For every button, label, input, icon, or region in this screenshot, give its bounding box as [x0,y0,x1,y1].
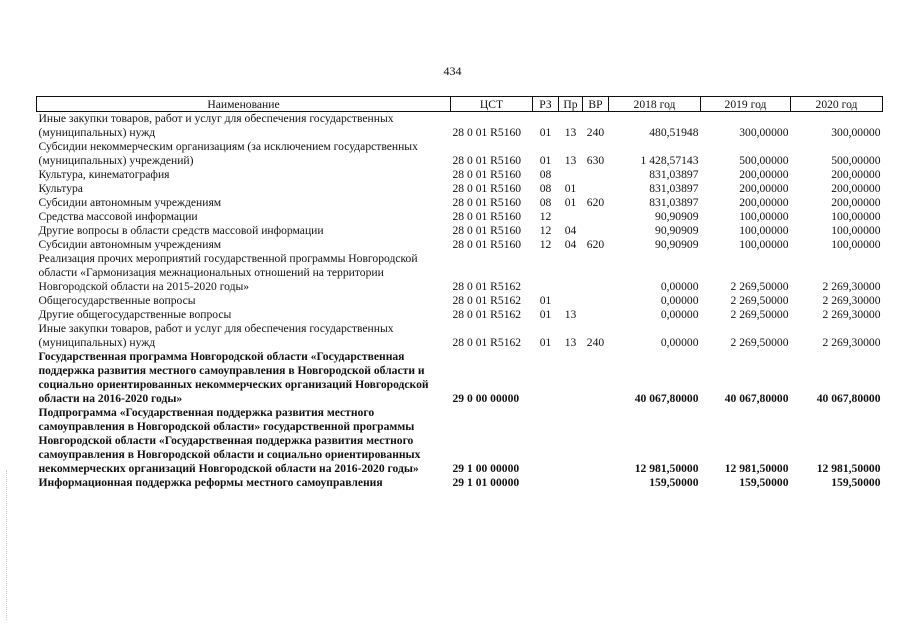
cell-y2020: 200,00000 [831,196,881,209]
page-number: 434 [443,64,462,78]
cell-vr: 620 [586,238,605,251]
cell-name: Другие вопросы в области средств массовой информации [38,224,324,237]
cell-rz: 12 [539,224,552,237]
cell-rz: 12 [539,210,552,223]
cell-pr: 13 [564,336,577,349]
cell-y2020: 200,00000 [831,168,881,181]
cell-y2019: 100,00000 [739,224,789,237]
cell-y2019: 2 269,50000 [730,280,789,293]
cell-vr [583,182,609,196]
cell-pr [559,476,583,490]
header-csr: ЦСТ [451,97,533,112]
cell-vr [583,210,609,224]
table-row [37,308,883,322]
cell-name: Средства массовой информации [38,210,198,223]
cell-y2019: 200,00000 [739,196,789,209]
cell-pr: 04 [564,238,577,251]
cell-csr: 28 0 01 R5160 [452,182,522,195]
cell-y2019: 2 269,50000 [730,294,789,307]
budget-table [36,96,883,490]
table-row [37,196,883,210]
cell-vr [583,224,609,238]
cell-rz: 01 [539,126,552,139]
cell-rz: 01 [539,154,552,167]
cell-name: Иные закупки товаров, работ и услуг для обеспечения государственных (муниципальных) нужд [38,322,394,349]
margin-scan-artifact [6,470,9,620]
cell-name: Реализация прочих мероприятий государственной программы Новгородской области «Гармонизация межнациональных отношений на территории Новгородской области на 2015-2020 годы» [38,252,418,293]
cell-rz: 01 [539,308,552,321]
cell-y2018: 1 428,57143 [640,154,699,167]
cell-rz: 12 [539,238,552,251]
cell-y2020: 159,50000 [831,476,881,489]
cell-pr: 04 [564,224,577,237]
cell-vr [583,294,609,308]
table-row [37,182,883,196]
cell-y2018: 40 067,80000 [634,392,699,405]
header-2019: 2019 год [701,97,791,112]
cell-y2020: 100,00000 [831,224,881,237]
cell-name: Субсидии автономным учреждениям [38,238,222,251]
cell-csr: 28 0 01 R5160 [452,196,522,209]
cell-name: Государственная программа Новгородской области «Государственная поддержка развития местного самоуправления в Новгородской области и социально ориентированных некоммерческих организаций Новгородской области на 2016-2020 годы» [38,350,429,405]
cell-y2019: 159,50000 [739,476,789,489]
cell-csr: 28 0 01 R5160 [452,224,522,237]
cell-y2018: 90,90909 [655,224,699,237]
cell-csr: 28 0 01 R5160 [452,126,522,139]
cell-rz [533,350,559,406]
cell-rz: 01 [539,336,552,349]
cell-rz: 08 [539,168,552,181]
cell-pr: 01 [564,182,577,195]
cell-vr [583,168,609,182]
cell-y2019: 100,00000 [739,210,789,223]
table-row [37,252,883,294]
table-row [37,238,883,252]
cell-csr: 29 1 00 00000 [452,462,520,475]
cell-y2018: 480,51948 [649,126,699,139]
cell-pr: 13 [564,154,577,167]
cell-pr: 13 [564,308,577,321]
cell-y2020: 100,00000 [831,210,881,223]
header-name: Наименование [37,97,451,112]
cell-rz: 08 [539,182,552,195]
cell-y2020: 100,00000 [831,238,881,251]
cell-pr [559,294,583,308]
cell-rz: 01 [539,294,552,307]
cell-y2018: 90,90909 [655,238,699,251]
table-body [37,112,883,491]
table-row [37,210,883,224]
cell-csr: 28 0 01 R5160 [452,210,522,223]
header-pr: Пр [559,97,583,112]
cell-vr: 240 [586,126,605,139]
cell-y2018: 831,03897 [649,168,699,181]
header-rz: РЗ [533,97,559,112]
cell-rz: 08 [539,196,552,209]
cell-name: Субсидии некоммерческим организациям (за исключением государственных (муниципальных) учреждений) [38,140,418,167]
cell-name: Культура, кинематография [38,168,170,181]
cell-y2020: 2 269,30000 [822,308,881,321]
cell-vr: 240 [586,336,605,349]
cell-csr: 28 0 01 R5162 [452,280,522,293]
cell-y2020: 2 269,30000 [822,294,881,307]
header-2020: 2020 год [791,97,883,112]
header-vr: ВР [583,97,609,112]
cell-y2018: 0,00000 [660,308,699,321]
cell-y2019: 2 269,50000 [730,308,789,321]
cell-pr [559,406,583,476]
cell-y2018: 0,00000 [660,294,699,307]
cell-csr: 28 0 01 R5162 [452,336,522,349]
cell-vr: 620 [586,196,605,209]
cell-pr: 01 [564,196,577,209]
table-row [37,294,883,308]
cell-name: Информационная поддержка реформы местного самоуправления [38,476,383,489]
cell-y2019: 100,00000 [739,238,789,251]
cell-rz [533,476,559,490]
table-row [37,140,883,168]
cell-name: Другие общегосударственные вопросы [38,308,232,321]
cell-y2019: 12 981,50000 [724,462,789,475]
cell-y2018: 0,00000 [660,336,699,349]
cell-y2018: 159,50000 [649,476,699,489]
cell-name: Культура [38,182,83,195]
cell-csr: 28 0 01 R5160 [452,238,522,251]
cell-vr [583,406,609,476]
cell-csr: 29 0 00 00000 [452,392,520,405]
table-row [37,406,883,476]
cell-y2019: 2 269,50000 [730,336,789,349]
cell-y2018: 12 981,50000 [634,462,699,475]
cell-vr [583,252,609,294]
cell-vr [583,308,609,322]
cell-y2018: 0,00000 [660,280,699,293]
table-row [37,168,883,182]
cell-csr: 29 1 01 00000 [452,476,520,489]
cell-pr [559,252,583,294]
cell-y2020: 40 067,80000 [816,392,881,405]
cell-rz [533,406,559,476]
table-row [37,476,883,490]
cell-csr: 28 0 01 R5162 [452,308,522,321]
cell-y2018: 831,03897 [649,196,699,209]
cell-y2020: 200,00000 [831,182,881,195]
cell-y2020: 300,00000 [831,126,881,139]
cell-y2019: 300,00000 [739,126,789,139]
table-row [37,224,883,238]
cell-rz [533,252,559,294]
cell-name: Общегосударственные вопросы [38,294,196,307]
cell-name: Иные закупки товаров, работ и услуг для обеспечения государственных (муниципальных) нужд [38,112,394,139]
cell-vr [583,350,609,406]
cell-y2018: 90,90909 [655,210,699,223]
cell-y2020: 500,00000 [831,154,881,167]
cell-name: Подпрограмма «Государственная поддержка развития местного самоуправления в Новгородской области» государственной программы Новгородской области «Государственная поддержка развития местного самоуправления в Новгородской области и социально ориентированных некоммерческих организаций Новгородской области на 2016-2020 годы» [38,406,421,475]
table-row [37,112,883,141]
cell-vr: 630 [586,154,605,167]
header-2018: 2018 год [609,97,701,112]
cell-y2018: 831,03897 [649,182,699,195]
cell-y2020: 2 269,30000 [822,280,881,293]
table-row [37,322,883,350]
table-header-row [37,97,883,112]
table-row [37,350,883,406]
cell-pr: 13 [564,126,577,139]
cell-y2019: 500,00000 [739,154,789,167]
cell-pr [559,350,583,406]
cell-name: Субсидии автономным учреждениям [38,196,222,209]
cell-csr: 28 0 01 R5160 [452,154,522,167]
cell-y2020: 12 981,50000 [816,462,881,475]
cell-csr: 28 0 01 R5160 [452,168,522,181]
cell-y2019: 200,00000 [739,182,789,195]
cell-pr [559,210,583,224]
cell-pr [559,168,583,182]
cell-csr: 28 0 01 R5162 [452,294,522,307]
cell-y2019: 40 067,80000 [724,392,789,405]
cell-y2019: 200,00000 [739,168,789,181]
cell-vr [583,476,609,490]
cell-y2020: 2 269,30000 [822,336,881,349]
